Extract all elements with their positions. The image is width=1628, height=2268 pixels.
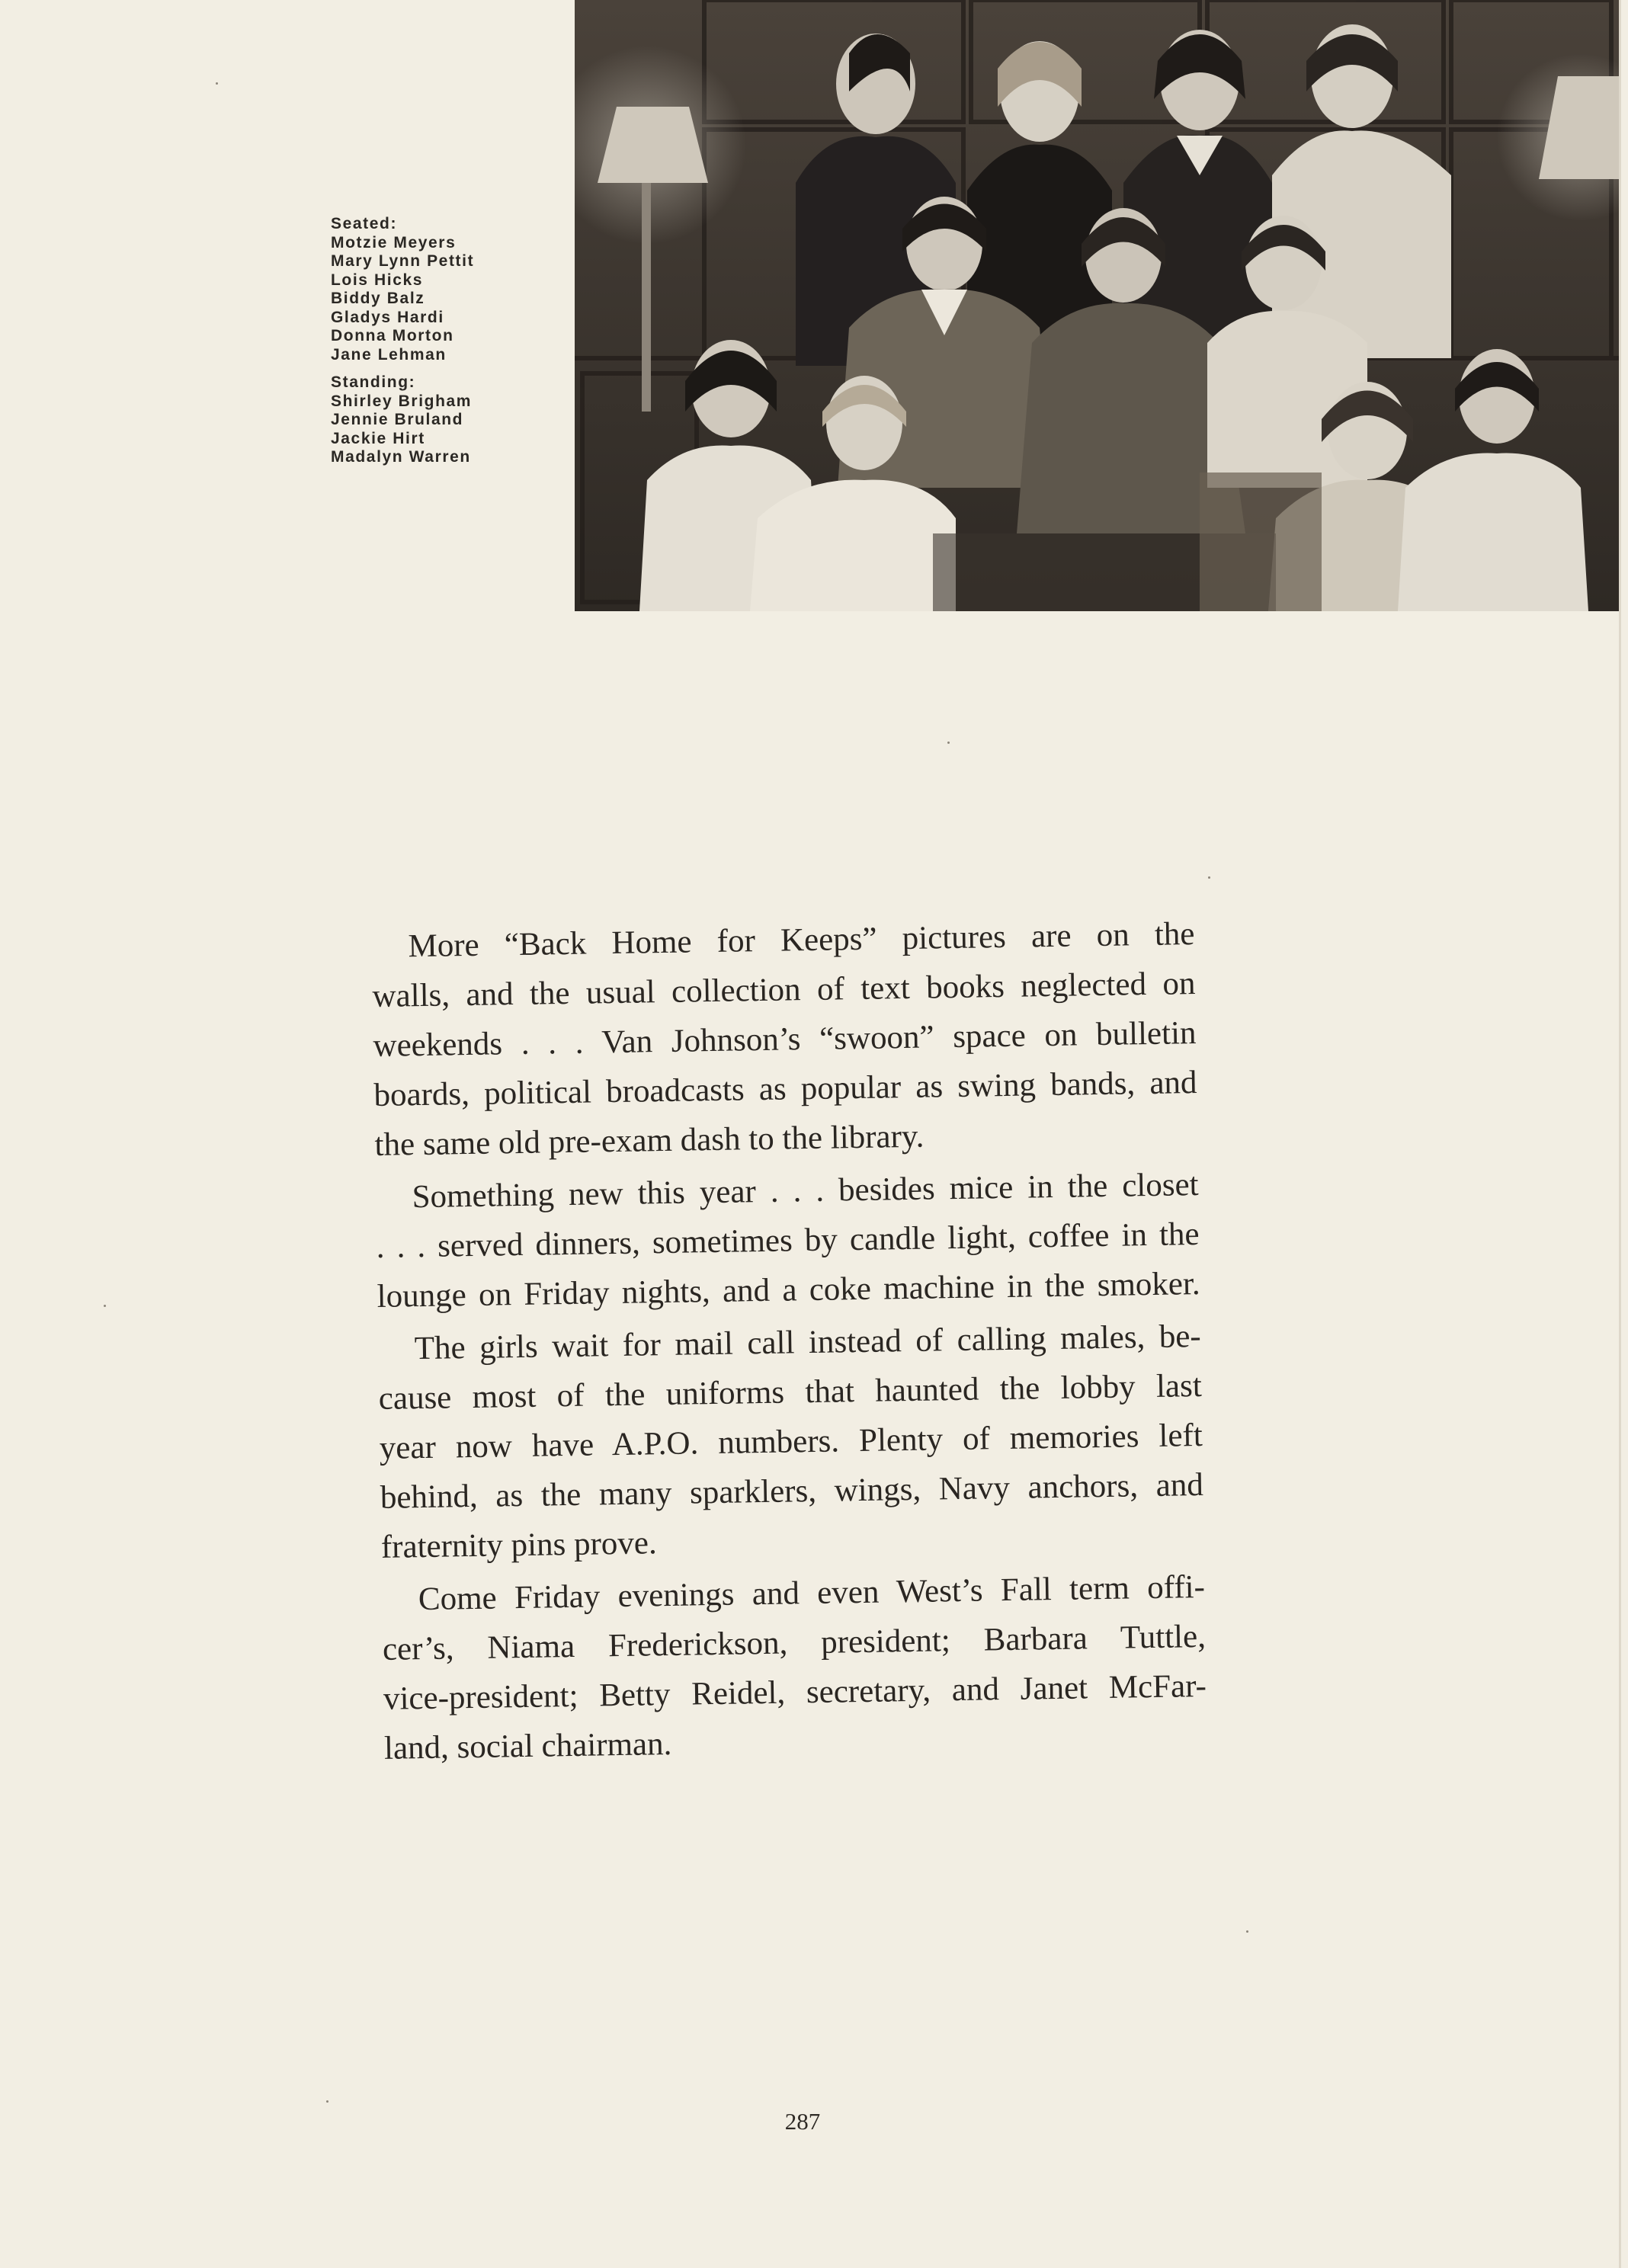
text-line: Something new this year . . . besides mice in the closet [412, 1166, 1199, 1216]
text-line: More “Back Home for Keeps” pictures are on the [408, 916, 1195, 965]
text-line: cer’s, Niama Frederickson, president; Barbara Tuttle, [382, 1618, 1207, 1667]
caption-name: Jackie Hirt [331, 429, 425, 447]
paper-speck [104, 1305, 106, 1307]
text-line: land, social chairman. [383, 1725, 672, 1767]
paper-speck [216, 82, 218, 85]
text-line: the same old pre-exam dash to the library. [374, 1118, 925, 1163]
caption-name: Lois Hicks [331, 271, 424, 289]
text-line: The girls wait for mail call instead of calling males, be- [414, 1318, 1202, 1367]
caption-name: Donna Morton [331, 327, 454, 344]
text-line: cause most of the uniforms that haunted the lobby last [378, 1367, 1203, 1417]
page-number: 287 [784, 2108, 821, 2135]
caption-name: Madalyn Warren [331, 448, 471, 466]
paper-speck [326, 2100, 328, 2103]
caption-name: Jennie Bruland [331, 411, 464, 428]
group-photograph [575, 0, 1619, 611]
text-line: lounge on Friday nights, and a coke machine in the smoker. [377, 1265, 1200, 1315]
paper-speck [1246, 1930, 1248, 1933]
caption-seated-group [331, 215, 559, 364]
paper-speck [947, 742, 950, 744]
caption-name: Motzie Meyers [331, 233, 457, 251]
caption-name: Gladys Hardi [331, 308, 444, 326]
caption-name: Jane Lehman [331, 345, 447, 364]
text-line: walls, and the usual collection of text books neglected on [372, 966, 1196, 1014]
caption-name: Mary Lynn Pettit [331, 252, 475, 270]
text-line: . . . served dinners, sometimes by candle light, coffee in the [376, 1216, 1200, 1265]
caption-heading-seated: Seated: [331, 215, 398, 232]
caption-name: Biddy Balz [331, 290, 425, 307]
caption-heading-standing: Standing: [331, 373, 416, 391]
caption-standing-group [331, 373, 559, 467]
text-line: Come Friday evenings and even West’s Fall term offi- [418, 1568, 1206, 1618]
text-line: year now have A.P.O. numbers. Plenty of memories left [379, 1417, 1203, 1466]
text-line: weekends . . . Van Johnson’s “swoon” space on bulletin [373, 1015, 1197, 1064]
paper-speck [1208, 876, 1210, 879]
body-text [371, 909, 1207, 1773]
caption-name: Shirley Brigham [331, 392, 473, 410]
photo-caption [331, 215, 559, 476]
text-line: fraternity pins prove. [380, 1525, 658, 1565]
text-line: behind, as the many sparklers, wings, Navy anchors, and [380, 1466, 1204, 1516]
text-line: vice-president; Betty Reidel, secretary, and Janet McFar- [383, 1667, 1207, 1717]
text-line: boards, political broadcasts as popular as swing bands, and [373, 1065, 1197, 1113]
page-edge-rule [1619, 0, 1621, 2268]
